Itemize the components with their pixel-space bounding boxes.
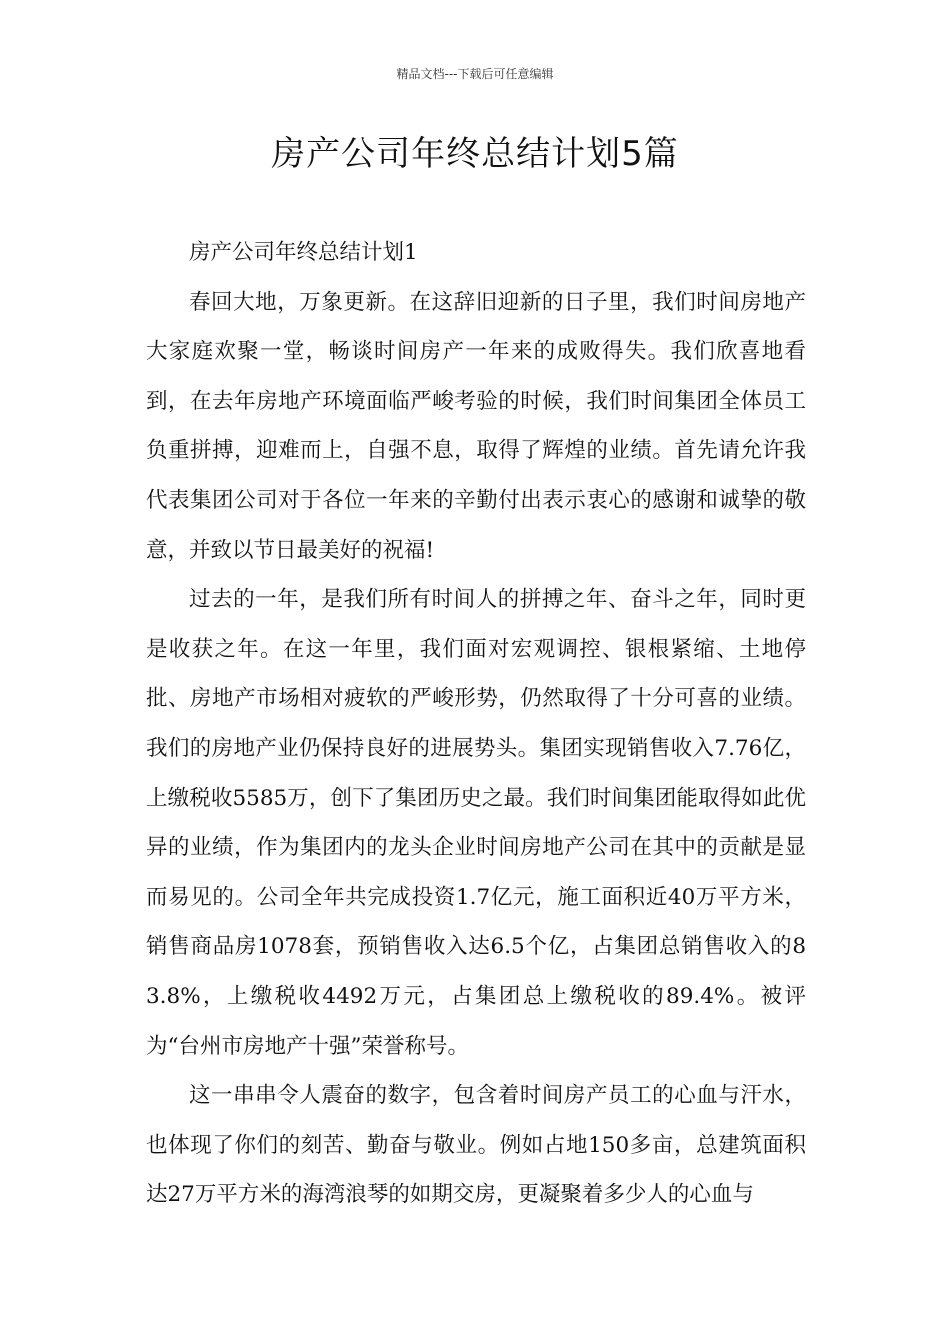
page-header: 精品文档---下载后可任意编辑 [396, 67, 554, 81]
paragraph-2: 过去的一年，是我们所有时间人的拼搏之年、奋斗之年，同时更是收获之年。在这一年里，我们面对宏观调控、银根紧缩、土地停批、房地产市场相对疲软的严峻形势，仍然取得了十分可喜的业绩。我们的房地产业仍保持良好的进展势头。集团实现销售收入7.76亿，上缴税收5585万，创下了集团历史之最。我们时间集团能取得如此优异的业绩，作为集团内的龙头企业时间房地产公司在其中的贡献是显而易见的。公司全年共完成投资1.7亿元，施工面积近40万平方米，销售商品房1078套，预销售收入达6.5个亿，占集团总销售收入的83.8%，上缴税收4492万元，占集团总上缴税收的89.4%。被评为“台州市房地产十强”荣誉称号。 [146, 587, 806, 1059]
document-title: 房产公司年终总结计划5篇 [271, 134, 679, 174]
paragraph-3: 这一串串令人震奋的数字，包含着时间房产员工的心血与汗水，也体现了你们的刻苦、勤奋与敬业。例如占地150多亩，总建筑面积达27万平方米的海湾浪琴的如期交房，更凝聚着多少人的心血与 [146, 1083, 806, 1208]
paragraph-1: 春回大地，万象更新。在这辞旧迎新的日子里，我们时间房地产大家庭欢聚一堂，畅谈时间房产一年来的成败得失。我们欣喜地看到，在去年房地产环境面临严峻考验的时候，我们时间集团全体员工负重拼搏，迎难而上，自强不息，取得了辉煌的业绩。首先请允许我代表集团公司对于各位一年来的辛勤付出表示衷心的感谢和诚挚的敬意，并致以节日最美好的祝福! [146, 289, 806, 563]
section-heading: 房产公司年终总结计划1 [189, 240, 418, 265]
document-body [146, 228, 806, 1220]
